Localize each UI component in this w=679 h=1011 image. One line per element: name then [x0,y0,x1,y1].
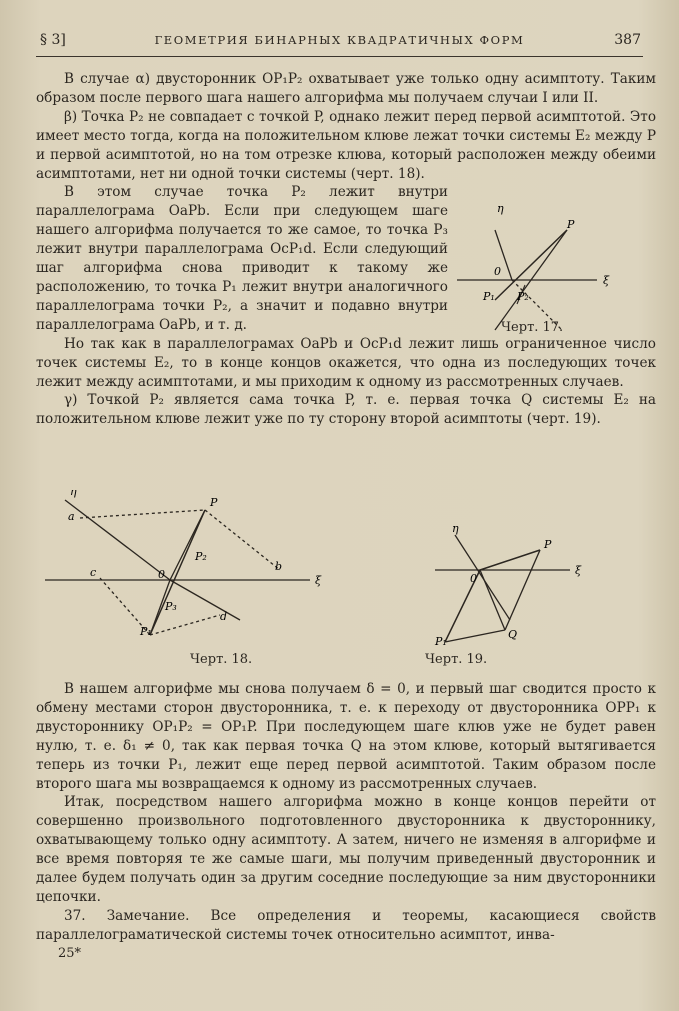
section-number: § 3] [40,32,66,48]
fig17-label-p1: P₁ [483,290,495,303]
fig19-label-q: Q [508,628,518,641]
paragraph-alpha: В случае α) двусторонник OP₁P₂ охватывает уже только одну асимптоту. Таким образом после первого шага нашего алгорифма мы получаем случаи I или II. [36,71,656,106]
figure-18-caption: Черт. 18. [190,652,253,667]
fig18-label-xi: ξ [315,574,322,587]
paragraph-gamma: γ) Точкой P₂ является сама точка P, т. е. первая точка Q системы E₂ на положительном клюве лежит уже по ту сторону второй асимптоты (черт. 19). [36,392,656,428]
paragraph-beta: β) Точка P₂ не совпадает с точкой P, однако лежит перед первой асимптотой. Это имеет место тогда, когда на положительном клюве лежат точки системы E₂ между P и первой асимптотой, но на том отрезке клюва, который расположен между обеими асимптотами, нет ни одной точки системы (черт. 18). [36,108,656,182]
fig18-label-p: P [210,496,218,509]
figure-18 [40,490,340,667]
fig19-label-xi: ξ [575,564,582,577]
fig18-label-eta: η [70,490,77,498]
paragraph-parallelogram: В этом случае точка P₂ лежит внутри параллелограма OaPb. Если при следующем шаге нашего алгорифма получается то же самое, то точка P₃ лежит внутри параллелограма OcP₁d. Если следующий шаг алгорифма снова приводит к такому же расположению, то точка P₁ лежит внутри аналогичного параллелограма точки P₂, а значит и подавно внутри параллелограма OaPb, и т. д. [36,184,448,333]
header-title: ГЕОМЕТРИЯ БИНАРНЫХ КВАДРАТИЧНЫХ ФОРМ [154,33,525,47]
paragraph-remark: 37. Замечание. Все определения и теоремы, касающиеся свойств параллелограматической системы точек относительно асимптот, инва- [36,907,656,943]
fig19-label-p1: P₁ [435,635,447,648]
figure-19-drawing [420,520,620,660]
figure-17-caption: Черт. 17. [501,320,564,335]
running-header [36,30,643,57]
fig18-label-p2: P₂ [195,550,207,563]
fig19-label-eta: η [452,522,459,535]
paragraph-delta: В нашем алгорифме мы снова получаем δ = 0, и первый шаг сводится просто к обмену местами сторон двусторонника, т. е. к переходу от двусторонника OPP₁ к двустороннику OP₁P₂ = OP₁P. При последующем шаге клюв уже не будет равен нулю, т. е. δ₁ ≠ 0, так как первая точка Q на этом клюве, который вытягивается теперь из точки P₁, лежит еще перед первой асимптотой. Таким образом после второго шага мы возвращаемся к одному из рассмотренных случаев. [36,681,656,792]
fig18-label-o: 0 [158,568,165,581]
figure-19 [420,520,620,667]
fig19-label-o: 0 [470,572,477,585]
fig17-label-xi: ξ [603,274,610,287]
fig18-label-d: d [220,610,228,623]
fig18-label-a: a [68,510,75,523]
figure-19-caption: Черт. 19. [425,652,488,667]
fig18-label-p3: P₃ [165,600,177,613]
fig17-label-p2: P₂ [517,290,529,303]
page-number: 387 [614,32,641,48]
text-block-bottom [36,680,656,945]
figure-17 [447,200,627,350]
fig19-label-p: P [544,538,552,551]
fig17-label-p: P [567,218,575,231]
fig18-label-p1: P₁ [140,625,152,638]
figure-18-drawing [40,490,340,650]
fig18-label-b: b [275,560,283,573]
fig17-label-eta: η [497,202,504,215]
fig17-label-o: 0 [494,265,501,278]
paragraph-finite: Но так как в параллелограмах OaPb и OcP₁d лежит лишь ограниченное число точек системы E₂, то в конце концов окажется, что одна из последующих точек лежит между асимптотами, и мы приходим к одному из рассмотренных случаев. [36,335,656,390]
printer-signature: 25* [58,946,82,961]
fig18-label-c: c [90,566,97,579]
paragraph-conclusion: Итак, посредством нашего алгорифма можно в конце концов перейти от совершенно произвольного подготовленного двусторонника к двустороннику, охватывающему только одну асимптоту. А затем, ничего не изменяя в алгорифме и все время повторяя те же самые шаги, мы получим приведенный двусторонник и далее будем получать один за другим соседние последующие за ним двусторонники цепочки. [36,794,656,905]
